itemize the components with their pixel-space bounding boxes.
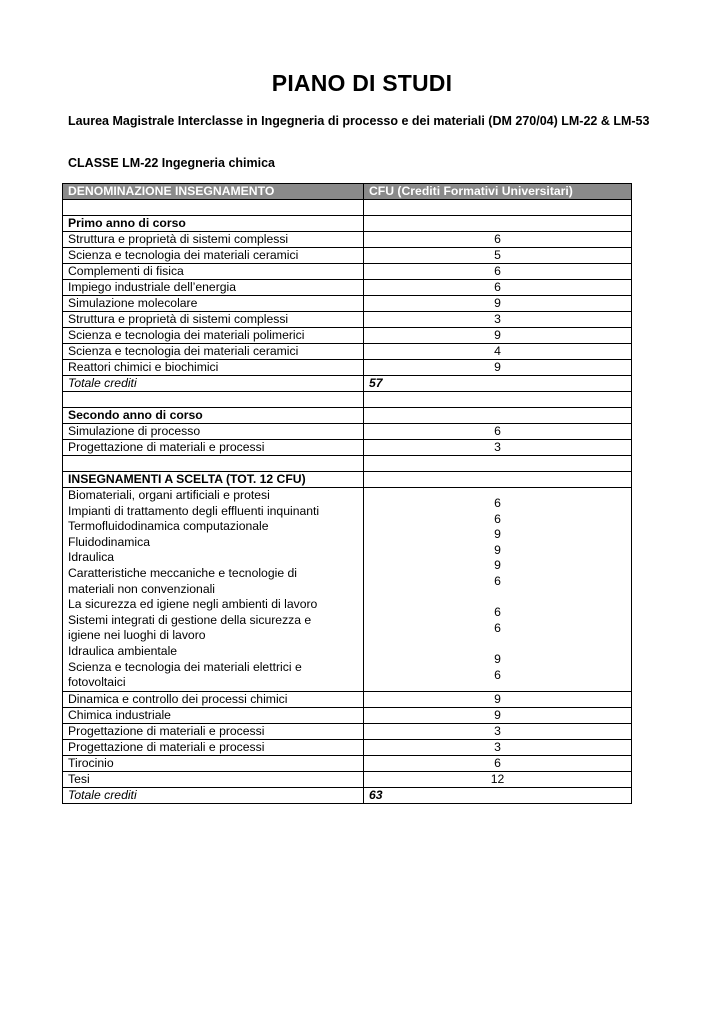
course-cfu: 6 bbox=[364, 424, 632, 440]
elective-item: igiene nei luoghi di lavoro bbox=[68, 628, 206, 643]
degree-subtitle: Laurea Magistrale Interclasse in Ingegneria di processo e dei materiali (DM 270/04) LM-22 & LM-53 bbox=[68, 114, 650, 128]
course-cfu: 3 bbox=[364, 739, 632, 755]
empty-row bbox=[63, 200, 632, 216]
table-row bbox=[63, 296, 632, 312]
table-row bbox=[63, 440, 632, 456]
course-name: Complementi di fisica bbox=[63, 264, 364, 280]
course-name: Progettazione di materiali e processi bbox=[63, 440, 364, 456]
table-row bbox=[63, 707, 632, 723]
course-name: Tesi bbox=[63, 771, 364, 787]
course-name: Struttura e proprietà di sistemi complessi bbox=[63, 312, 364, 328]
table-row bbox=[63, 248, 632, 264]
table-row bbox=[63, 691, 632, 707]
header-course-name: DENOMINAZIONE INSEGNAMENTO bbox=[63, 184, 364, 200]
course-name: Scienza e tecnologia dei materiali ceramici bbox=[63, 248, 364, 264]
course-cfu: 12 bbox=[364, 771, 632, 787]
course-name: Simulazione di processo bbox=[63, 424, 364, 440]
course-name: Dinamica e controllo dei processi chimici bbox=[63, 691, 364, 707]
course-name: Simulazione molecolare bbox=[63, 296, 364, 312]
total-row bbox=[63, 787, 632, 803]
table-row bbox=[63, 312, 632, 328]
table-row bbox=[63, 328, 632, 344]
course-name: Impiego industriale dell’energia bbox=[63, 280, 364, 296]
course-cfu: 6 bbox=[364, 755, 632, 771]
course-cfu: 6 bbox=[364, 232, 632, 248]
table-row bbox=[63, 232, 632, 248]
course-cfu: 9 bbox=[364, 691, 632, 707]
elective-item: Impianti di trattamento degli effluenti inquinanti bbox=[68, 503, 320, 518]
course-cfu: 3 bbox=[364, 723, 632, 739]
course-name: Scienza e tecnologia dei materiali ceramici bbox=[63, 344, 364, 360]
course-cfu: 5 bbox=[364, 248, 632, 264]
table-row bbox=[63, 739, 632, 755]
table-body bbox=[63, 200, 632, 804]
elective-item: Idraulica bbox=[68, 550, 115, 565]
section-label: INSEGNAMENTI A SCELTA (TOT. 12 CFU) bbox=[63, 472, 364, 488]
elective-item: La sicurezza ed igiene negli ambienti di lavoro bbox=[68, 597, 318, 612]
elective-item: Biomateriali, organi artificiali e protesi bbox=[68, 488, 270, 502]
elective-list bbox=[63, 488, 364, 692]
section-label: Primo anno di corso bbox=[63, 216, 364, 232]
section-row-scelta bbox=[63, 472, 632, 488]
table-header-row bbox=[63, 184, 632, 200]
course-name: Tirocinio bbox=[63, 755, 364, 771]
study-plan-table bbox=[62, 183, 632, 804]
total-label: Totale crediti bbox=[63, 787, 364, 803]
class-heading: CLASSE LM-22 Ingegneria chimica bbox=[68, 156, 275, 170]
elective-item: Idraulica ambientale bbox=[68, 643, 178, 658]
elective-item: Caratteristiche meccaniche e tecnologie di bbox=[68, 565, 297, 580]
elective-cfu: 6 bbox=[494, 605, 501, 620]
table-row bbox=[63, 755, 632, 771]
course-cfu: 6 bbox=[364, 280, 632, 296]
elective-cfu: 6 bbox=[494, 620, 501, 635]
elective-cfu: 6 bbox=[494, 667, 501, 682]
course-cfu: 4 bbox=[364, 344, 632, 360]
empty-row bbox=[63, 392, 632, 408]
table-row bbox=[63, 360, 632, 376]
course-name: Struttura e proprietà di sistemi complessi bbox=[63, 232, 364, 248]
elective-cfu-gap bbox=[364, 636, 631, 652]
elective-item: materiali non convenzionali bbox=[68, 581, 216, 596]
elective-cfu-list bbox=[364, 488, 632, 692]
total-row bbox=[63, 376, 632, 392]
elective-cfu: 6 bbox=[494, 511, 501, 526]
table-row bbox=[63, 344, 632, 360]
elective-cfu: 9 bbox=[494, 558, 501, 573]
section-row-primo-anno bbox=[63, 216, 632, 232]
course-cfu: 6 bbox=[364, 264, 632, 280]
elective-item: Fluidodinamica bbox=[68, 534, 150, 549]
section-label: Secondo anno di corso bbox=[63, 408, 364, 424]
course-cfu: 9 bbox=[364, 296, 632, 312]
course-name: Reattori chimici e biochimici bbox=[63, 360, 364, 376]
table-row bbox=[63, 723, 632, 739]
elective-cfu: 6 bbox=[494, 496, 501, 510]
empty-row bbox=[63, 456, 632, 472]
total-value: 57 bbox=[364, 376, 632, 392]
elective-cfu: 6 bbox=[494, 573, 501, 588]
elective-item: Scienza e tecnologia dei materiali elettrici e bbox=[68, 659, 302, 674]
total-value: 63 bbox=[364, 787, 632, 803]
course-cfu: 9 bbox=[364, 328, 632, 344]
course-cfu: 9 bbox=[364, 360, 632, 376]
elective-item: Sistemi integrati di gestione della sicurezza e bbox=[68, 612, 312, 627]
elective-cfu: 9 bbox=[494, 527, 501, 542]
course-name: Scienza e tecnologia dei materiali polimerici bbox=[63, 328, 364, 344]
section-row-secondo-anno bbox=[63, 408, 632, 424]
table-row bbox=[63, 424, 632, 440]
elective-block-row bbox=[63, 488, 632, 692]
elective-cfu-gap bbox=[364, 590, 631, 606]
table-row bbox=[63, 771, 632, 787]
course-cfu: 9 bbox=[364, 707, 632, 723]
elective-item: Termofluidodinamica computazionale bbox=[68, 519, 269, 534]
elective-item: fotovoltaici bbox=[68, 675, 126, 690]
table-row bbox=[63, 264, 632, 280]
course-cfu: 3 bbox=[364, 440, 632, 456]
course-cfu: 3 bbox=[364, 312, 632, 328]
elective-cfu: 9 bbox=[494, 542, 501, 557]
elective-cfu: 9 bbox=[494, 651, 501, 666]
course-name: Chimica industriale bbox=[63, 707, 364, 723]
total-label: Totale crediti bbox=[63, 376, 364, 392]
page-title: PIANO DI STUDI bbox=[271, 70, 453, 96]
course-name: Progettazione di materiali e processi bbox=[63, 739, 364, 755]
course-name: Progettazione di materiali e processi bbox=[63, 723, 364, 739]
header-cfu: CFU (Crediti Formativi Universitari) bbox=[364, 184, 632, 200]
table-row bbox=[63, 280, 632, 296]
